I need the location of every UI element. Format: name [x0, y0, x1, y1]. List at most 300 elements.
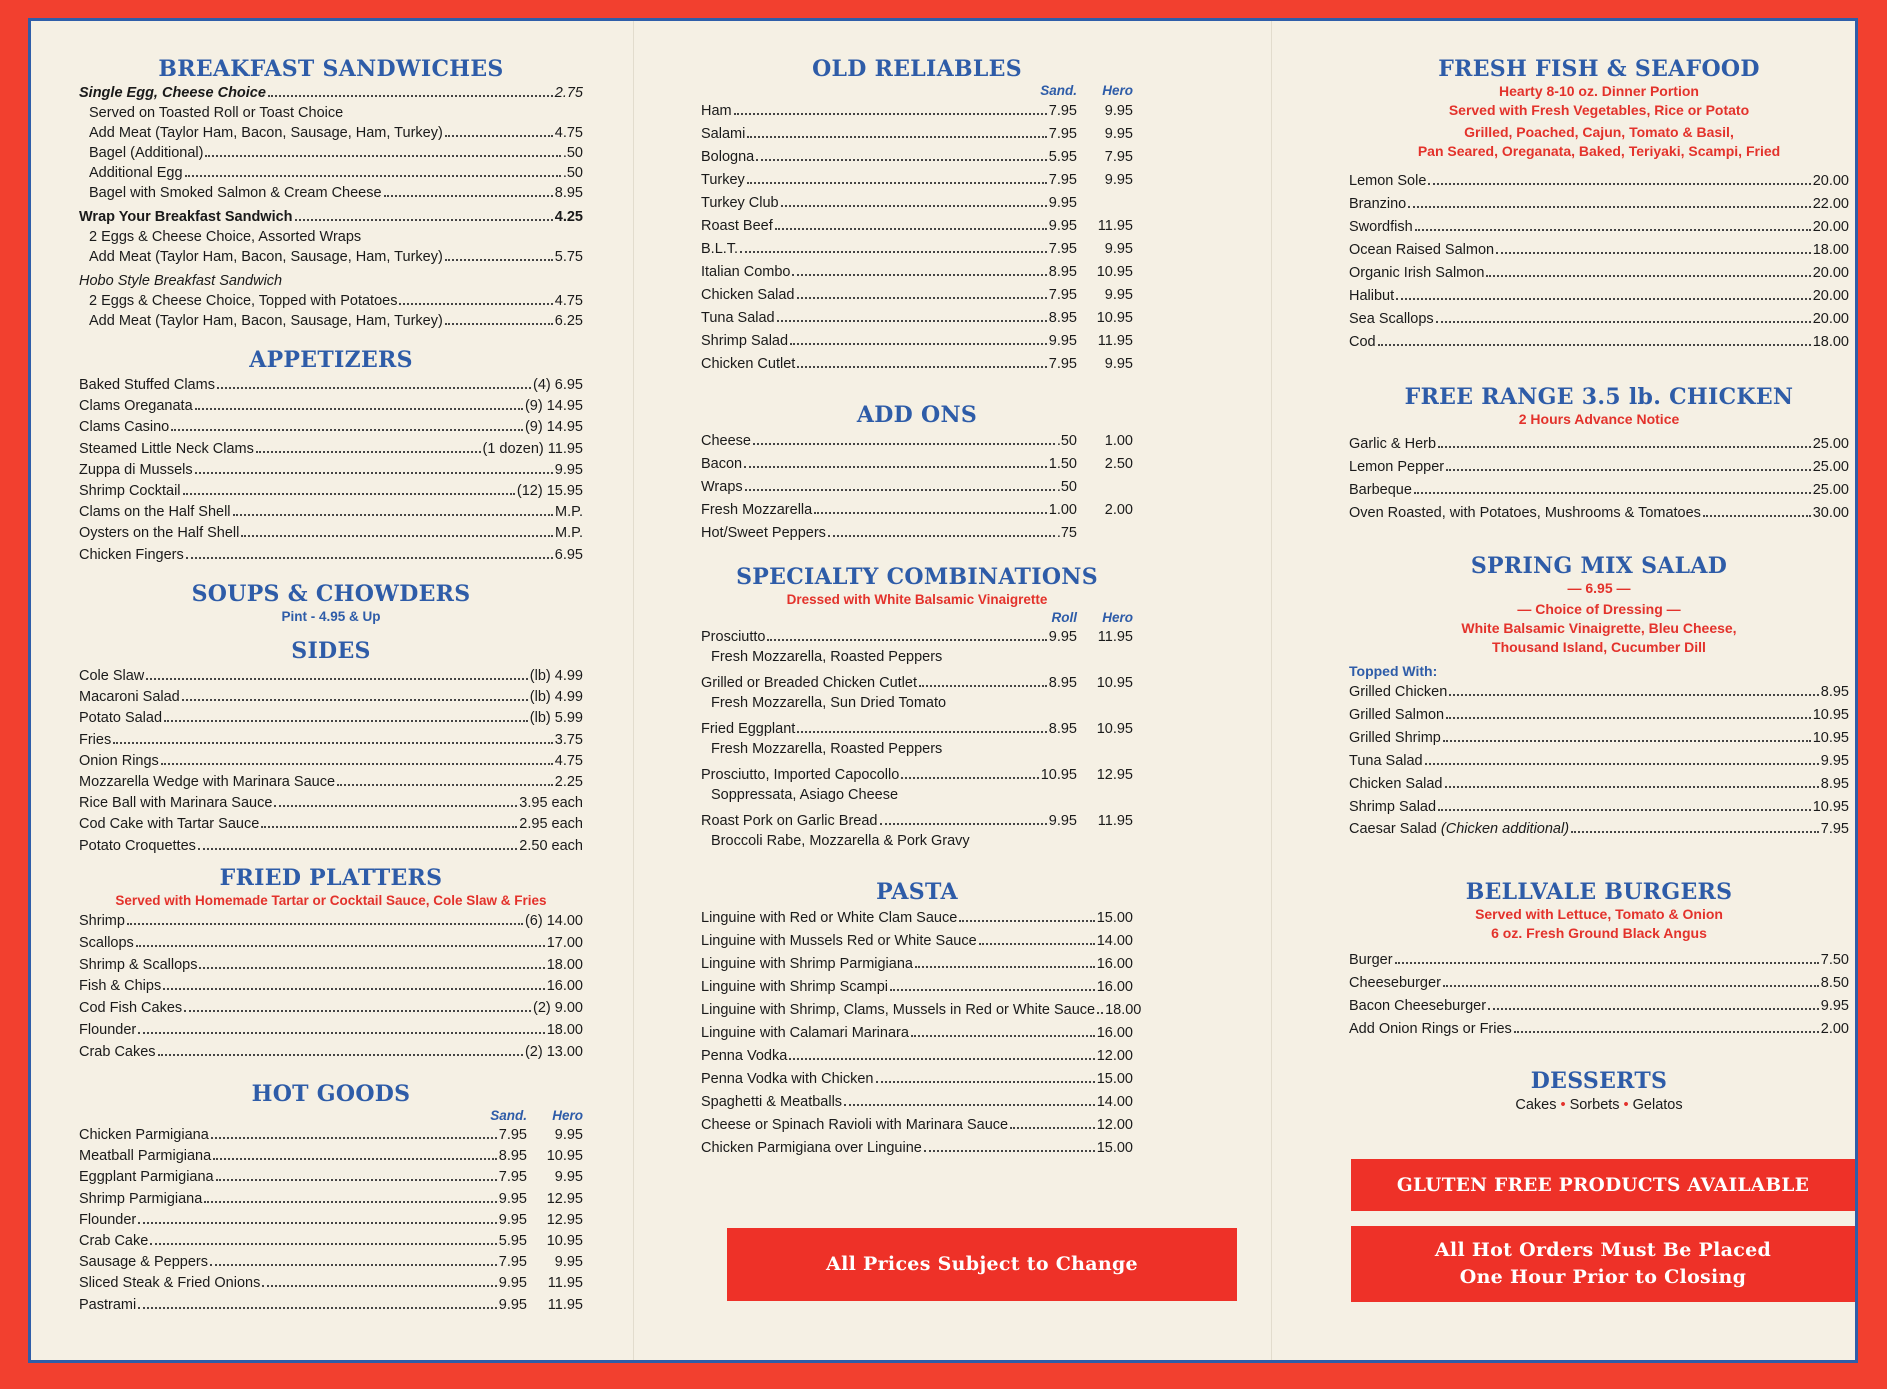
menu-item	[1349, 681, 1849, 704]
item-price: 9.95	[498, 1190, 527, 1207]
breakfast-section	[79, 56, 583, 331]
item-price: 7.95	[1048, 287, 1077, 303]
leader-dots	[113, 742, 553, 744]
item-hero-price: 10.95	[546, 1148, 583, 1165]
item-hero-price: 9.95	[1104, 172, 1133, 188]
item-list	[1349, 681, 1849, 819]
gluten-free-banner: GLUTEN FREE PRODUCTS AVAILABLE	[1351, 1159, 1855, 1211]
item-name: Meatball Parmigiana	[79, 1148, 212, 1165]
item-price: (2) 13.00	[524, 1043, 583, 1060]
menu-item: 2 Eggs & Cheese Choice, Topped with Potatoes 4.75	[89, 293, 583, 309]
menu-item	[79, 1146, 583, 1167]
item-name: Chicken Fingers	[79, 546, 184, 563]
leader-dots	[213, 1158, 497, 1160]
menu-item	[701, 1068, 1133, 1091]
menu-item: Add Meat (Taylor Ham, Bacon, Sausage, Ham, Turkey) 4.75	[89, 125, 583, 141]
leader-dots	[204, 1201, 496, 1203]
appetizers-section	[79, 347, 583, 566]
section-subtitle: Served with Lettuce, Tomato & Onion	[1475, 906, 1723, 922]
item-name: Chicken Salad	[701, 287, 795, 303]
item-price: 9.95	[1048, 629, 1077, 645]
soups-section	[79, 581, 583, 626]
menu-item: Bagel with Smoked Salmon & Cream Cheese 8.95	[89, 185, 583, 201]
item-price: 12.00	[1096, 1117, 1133, 1133]
item-hero-price: 10.95	[1096, 264, 1133, 280]
item-price: 30.00	[1812, 505, 1849, 521]
leader-dots	[1396, 298, 1811, 300]
leader-dots	[979, 943, 1095, 945]
item-name: Organic Irish Salmon	[1349, 265, 1485, 281]
item-name: Roast Beef	[701, 218, 773, 234]
item-price: .75	[1056, 525, 1077, 541]
item-price: 9.95	[1048, 813, 1077, 829]
item-name: Linguine with Calamari Marinara	[701, 1025, 909, 1041]
item-note: 2 Eggs & Cheese Choice, Assorted Wraps	[89, 229, 362, 245]
menu-item	[1349, 479, 1849, 502]
menu-item	[701, 284, 1133, 307]
leader-dots	[1438, 809, 1811, 811]
leader-dots	[792, 274, 1046, 276]
item-name: Baked Stuffed Clams	[79, 377, 215, 393]
item-hero-price: 9.95	[554, 1127, 583, 1143]
leader-dots	[183, 493, 515, 495]
section-subtitle: White Balsamic Vinaigrette, Bleu Cheese,	[1461, 620, 1737, 636]
leader-dots	[1378, 344, 1811, 346]
item-name: Shrimp Salad	[701, 333, 789, 349]
menu-item	[79, 911, 583, 933]
item-name: Swordfish	[1349, 219, 1413, 235]
leader-dots	[161, 763, 553, 765]
item-name: Ham	[701, 103, 732, 119]
menu-item	[701, 453, 1133, 476]
menu-item	[701, 215, 1133, 238]
menu-item	[701, 930, 1133, 953]
section-subtitle: Grilled, Poached, Cajun, Tomato & Basil,	[1464, 124, 1734, 140]
item-hero-price: 11.95	[547, 1275, 583, 1292]
chicken-section	[1349, 384, 1849, 525]
leader-dots	[163, 988, 545, 990]
leader-dots	[890, 989, 1095, 991]
item-name: Garlic & Herb	[1349, 436, 1437, 452]
item-name: Salami	[701, 126, 746, 142]
fried-section	[79, 865, 583, 1064]
leader-dots	[1703, 515, 1811, 517]
item-name: Grilled or Breaded Chicken Cutlet	[701, 675, 917, 691]
item-price: 25.00	[1812, 482, 1849, 498]
menu-sheet	[28, 18, 1858, 1363]
item-options	[79, 291, 583, 331]
leader-dots	[1428, 183, 1810, 185]
item-name: Lemon Pepper	[1349, 459, 1445, 475]
leader-dots	[146, 678, 528, 680]
leader-dots	[1438, 446, 1811, 448]
item-price: 4.75	[554, 752, 583, 769]
menu-item: Add Meat (Taylor Ham, Bacon, Sausage, Ham, Turkey) 5.75	[89, 249, 583, 265]
item-name: Chicken Salad	[1349, 776, 1443, 792]
leader-dots	[182, 699, 528, 701]
item-price: 14.00	[1096, 933, 1133, 949]
item-price: 7.95	[1048, 172, 1077, 188]
item-price: (1 dozen) 11.95	[482, 440, 583, 457]
item-list	[701, 907, 1142, 1160]
section-subtitle: Served with Fresh Vegetables, Rice or Potato	[1448, 102, 1750, 118]
menu-item	[79, 481, 583, 502]
menu-item	[1349, 193, 1849, 216]
leader-dots	[777, 320, 1047, 322]
section-title: FREE RANGE 3.5 lb. CHICKEN	[1404, 384, 1794, 410]
column-headers: Sand. Hero	[490, 1108, 583, 1123]
menu-item	[701, 811, 1133, 832]
menu-item	[79, 1189, 583, 1210]
item-price: (12) 15.95	[516, 482, 583, 499]
leader-dots	[1486, 275, 1810, 277]
leader-dots	[241, 535, 553, 537]
item-price: 1.00	[1048, 502, 1077, 518]
leader-dots	[747, 182, 1047, 184]
item-price: 9.95	[1820, 753, 1849, 769]
item-hero-price: 9.95	[1104, 103, 1133, 119]
leader-dots	[911, 1035, 1095, 1037]
item-name: Linguine with Shrimp Parmigiana	[701, 956, 913, 972]
menu-item	[701, 673, 1133, 694]
item-name: Fresh Mozzarella	[701, 502, 813, 518]
item-name: Scallops	[79, 934, 134, 951]
menu-item	[1349, 972, 1849, 995]
menu-item	[79, 933, 583, 955]
leader-dots	[744, 466, 1047, 468]
menu-item	[1349, 502, 1849, 525]
menu-item	[701, 430, 1133, 453]
menu-item-name: Hobo Style Breakfast Sandwich	[79, 273, 283, 289]
item-price: .50	[1056, 433, 1077, 449]
section-subtitle: Pint - 4.95 & Up	[281, 609, 381, 624]
menu-item	[79, 955, 583, 977]
menu-item	[79, 1273, 583, 1294]
leader-dots	[184, 1010, 531, 1012]
item-name: Hot/Sweet Peppers	[701, 525, 826, 541]
leader-dots	[136, 945, 545, 947]
section-title: SPRING MIX SALAD	[1470, 553, 1728, 579]
item-name: Prosciutto, Imported Capocollo	[701, 767, 900, 783]
item-price: (4) 6.95	[533, 377, 583, 393]
menu-item	[701, 123, 1133, 146]
item-name: Ocean Raised Salmon	[1349, 242, 1495, 258]
item-price: (2) 9.00	[533, 1000, 583, 1017]
item-name: Tuna Salad	[701, 310, 775, 326]
item-hero-price: 11.95	[547, 1296, 583, 1313]
leader-dots	[1514, 1031, 1819, 1033]
item-name: Grilled Shrimp	[1349, 730, 1441, 746]
item-name: Potato Croquettes	[79, 837, 196, 854]
leader-dots	[844, 1104, 1095, 1106]
leader-dots	[138, 1307, 497, 1309]
item-name: Tuna Salad	[1349, 753, 1423, 769]
item-name: Roast Pork on Garlic Bread	[701, 813, 878, 829]
item-hero-price: 2.50	[1104, 456, 1133, 472]
item-name: Crab Cake	[79, 1232, 149, 1249]
leader-dots	[186, 557, 553, 559]
item-price: 10.95	[1812, 707, 1849, 723]
menu-item	[701, 499, 1133, 522]
item-price: 9.95	[498, 1275, 527, 1292]
item-hero-price: 10.95	[1096, 675, 1133, 691]
leader-dots	[1488, 1008, 1819, 1010]
item-name: Sliced Steak & Fried Onions	[79, 1275, 261, 1292]
item-list	[79, 911, 583, 1064]
item-price: 8.95	[1048, 721, 1077, 737]
item-price: (lb) 5.99	[529, 710, 583, 727]
item-price: 2.00	[1820, 1021, 1849, 1037]
item-hero-price: 11.95	[1097, 813, 1133, 829]
item-name: Rice Ball with Marinara Sauce	[79, 795, 273, 812]
leader-dots	[876, 1081, 1095, 1083]
menu-item	[701, 100, 1133, 123]
leader-dots	[210, 1264, 497, 1266]
item-hero-price: 11.95	[1097, 629, 1133, 645]
leader-dots	[789, 1058, 1094, 1060]
right-panel	[1271, 21, 1861, 1360]
menu-item	[701, 1022, 1133, 1045]
item-list	[79, 1125, 583, 1316]
column-headers: Sand. Hero	[1040, 83, 1133, 98]
item-price: 8.95	[1820, 776, 1849, 792]
item-name: Chicken Parmigiana over Linguine	[701, 1140, 922, 1156]
section-subtitle: Dressed with White Balsamic Vinaigrette	[786, 592, 1048, 607]
menu-item	[1349, 285, 1849, 308]
item-name: Spaghetti & Meatballs	[701, 1094, 843, 1110]
item-price: 8.95	[1048, 675, 1077, 691]
item-note: Soppressata, Asiago Cheese	[711, 787, 899, 803]
item-hero-price: 10.95	[1096, 310, 1133, 326]
item-price: 2.95 each	[519, 816, 583, 833]
section-title: SPECIALTY COMBINATIONS	[736, 564, 1098, 590]
item-name: Linguine with Red or White Clam Sauce	[701, 910, 958, 926]
item-price: (9) 14.95	[524, 398, 583, 415]
item-price: 18.00	[1812, 242, 1849, 258]
center-panel	[633, 21, 1271, 1360]
leader-dots	[1446, 469, 1811, 471]
menu-item: Wrap Your Breakfast Sandwich 4.25	[79, 209, 583, 225]
item-name: Cheese	[701, 433, 751, 449]
menu-item	[79, 976, 583, 998]
item-note: Broccoli Rabe, Mozzarella & Pork Gravy	[711, 833, 970, 849]
leader-dots	[195, 408, 523, 410]
item-price: 9.95	[1048, 195, 1077, 211]
item-name: Add Onion Rings or Fries	[1349, 1021, 1512, 1037]
menu-item	[79, 814, 583, 835]
item-price: 10.95	[1812, 799, 1849, 815]
item-price: 20.00	[1812, 173, 1849, 189]
leader-dots	[1443, 985, 1819, 987]
leader-dots	[127, 923, 523, 925]
menu-item	[79, 502, 583, 523]
menu-item	[1349, 331, 1849, 354]
leader-dots	[814, 512, 1047, 514]
item-price: 3.95 each	[519, 795, 583, 812]
leader-dots	[211, 1137, 497, 1139]
item-name: Linguine with Shrimp Scampi	[701, 979, 888, 995]
item-name: Cole Slaw	[79, 668, 145, 684]
item-hero-price: 9.95	[1104, 356, 1133, 372]
dessert-item: Gelatos	[1632, 1097, 1683, 1113]
menu-item	[79, 1042, 583, 1064]
item-name: Shrimp	[79, 913, 125, 929]
item-price: 16.00	[546, 978, 583, 995]
item-list	[701, 430, 1133, 545]
desserts-list	[1349, 1097, 1849, 1113]
item-name: Branzino	[1349, 196, 1407, 212]
menu-item	[701, 307, 1133, 330]
fish-section	[1349, 56, 1849, 354]
menu-item	[79, 1020, 583, 1042]
item-name: Chicken Parmigiana	[79, 1127, 209, 1143]
section-title: OLD RELIABLES	[812, 56, 1022, 82]
item-list	[1349, 433, 1849, 525]
menu-item: Additional Egg .50	[89, 165, 583, 181]
item-price: 15.00	[1096, 910, 1133, 926]
item-price: 7.95	[1048, 241, 1077, 257]
menu-item	[79, 666, 583, 687]
section-subtitle: — Choice of Dressing —	[1517, 601, 1681, 617]
menu-item	[79, 439, 583, 460]
leader-dots	[158, 1054, 523, 1056]
menu-item	[79, 545, 583, 566]
item-price: 20.00	[1812, 265, 1849, 281]
item-name: Crab Cakes	[79, 1043, 156, 1060]
menu-item	[79, 687, 583, 708]
leader-dots	[1436, 321, 1811, 323]
left-panel	[31, 21, 633, 1360]
item-list	[701, 627, 1133, 851]
item-hero-price: 9.95	[1104, 241, 1133, 257]
menu-item	[701, 907, 1133, 930]
item-price: 20.00	[1812, 288, 1849, 304]
leader-dots	[781, 205, 1047, 207]
item-price: M.P.	[555, 504, 583, 521]
menu-item	[701, 146, 1133, 169]
item-price: 22.00	[1812, 196, 1849, 212]
leader-dots	[1415, 229, 1811, 231]
item-hero-price: 12.95	[546, 1211, 583, 1228]
section-subtitle: Hearty 8-10 oz. Dinner Portion	[1499, 83, 1699, 99]
item-name: Cheese or Spinach Ravioli with Marinara Sauce	[701, 1117, 1009, 1133]
menu-item	[701, 765, 1133, 786]
leader-dots	[195, 472, 553, 474]
item-price: 8.95	[1048, 310, 1077, 326]
section-title: PASTA	[876, 879, 958, 905]
sides-section	[79, 638, 583, 857]
item-price: 25.00	[1812, 436, 1849, 452]
leader-dots	[767, 639, 1046, 641]
desserts-section	[1349, 1068, 1849, 1113]
item-list	[79, 375, 583, 566]
item-name: Clams Casino	[79, 419, 170, 436]
bullet-icon: •	[1623, 1097, 1629, 1113]
section-subtitle: 6 oz. Fresh Ground Black Angus	[1491, 925, 1707, 941]
item-name: Mozzarella Wedge with Marinara Sauce	[79, 773, 336, 790]
menu-item	[79, 1125, 583, 1146]
item-name: Turkey Club	[701, 195, 779, 211]
leader-dots	[1443, 740, 1811, 742]
menu-item	[79, 523, 583, 544]
item-price: .50	[1056, 479, 1077, 495]
item-name: B.L.T.	[701, 241, 739, 257]
item-name: Lemon Sole	[1349, 173, 1427, 189]
menu-item	[1349, 704, 1849, 727]
item-price: 18.00	[1812, 334, 1849, 350]
leader-dots	[1496, 252, 1811, 254]
item-name: Pastrami	[79, 1296, 137, 1313]
item-note: Fresh Mozzarella, Roasted Peppers	[711, 741, 943, 757]
section-subtitle: Served with Homemade Tartar or Cocktail Sauce, Cole Slaw & Fries	[115, 893, 547, 908]
section-title: SIDES	[291, 638, 371, 664]
leader-dots	[959, 920, 1094, 922]
item-name: Shrimp Cocktail	[79, 482, 181, 499]
salad-price: — 6.95 —	[1567, 580, 1631, 596]
item-price: 9.95	[1820, 998, 1849, 1014]
topped-with-label: Topped With:	[1349, 663, 1438, 679]
item-price: 7.50	[1820, 952, 1849, 968]
leader-dots	[797, 297, 1047, 299]
item-price: 1.50	[1048, 456, 1077, 472]
item-price: 5.95	[1048, 149, 1077, 165]
item-price: 7.95	[1048, 356, 1077, 372]
item-list	[1349, 170, 1849, 354]
item-price: 7.95	[498, 1169, 527, 1186]
leader-dots	[1408, 206, 1810, 208]
item-name: Sausage & Peppers	[79, 1254, 208, 1271]
menu-item	[79, 417, 583, 438]
item-price: 20.00	[1812, 219, 1849, 235]
item-hero-price: 9.95	[1104, 126, 1133, 142]
item-name: Eggplant Parmigiana	[79, 1169, 214, 1186]
item-name: Flounder	[79, 1021, 137, 1038]
section-title: FRESH FISH & SEAFOOD	[1438, 56, 1760, 82]
item-price: 5.95	[498, 1232, 527, 1249]
menu-item	[79, 375, 583, 396]
leader-dots	[915, 966, 1095, 968]
item-price: (lb) 4.99	[529, 689, 583, 706]
item-price: 2.50 each	[519, 837, 583, 854]
bullet-icon: •	[1560, 1097, 1566, 1113]
leader-dots	[1097, 1012, 1103, 1014]
item-name: Bologna	[701, 149, 755, 165]
menu-item	[1349, 170, 1849, 193]
menu-item	[1349, 239, 1849, 262]
menu-item	[79, 1295, 583, 1316]
pasta-section	[701, 879, 1142, 1160]
item-name: Shrimp Salad	[1349, 799, 1437, 815]
section-subtitle: Thousand Island, Cucumber Dill	[1492, 639, 1706, 655]
dessert-item: Cakes	[1515, 1097, 1557, 1113]
item-price: 10.95	[1812, 730, 1849, 746]
item-name: Grilled Salmon	[1349, 707, 1445, 723]
item-name: Bacon	[701, 456, 743, 472]
menu-item	[79, 1210, 583, 1231]
item-name: Grilled Chicken	[1349, 684, 1448, 700]
item-price: 8.95	[1820, 684, 1849, 700]
leader-dots	[138, 1032, 544, 1034]
item-name: Cod Cake with Tartar Sauce	[79, 816, 260, 833]
leader-dots	[1446, 717, 1811, 719]
leader-dots	[171, 429, 523, 431]
item-note: Served on Toasted Roll or Toast Choice	[89, 105, 344, 121]
item-note: Fresh Mozzarella, Sun Dried Tomato	[711, 695, 947, 711]
menu-item	[1349, 796, 1849, 819]
item-name: Barbeque	[1349, 482, 1412, 498]
item-price: 9.95	[498, 1296, 527, 1313]
menu-item	[1349, 216, 1849, 239]
